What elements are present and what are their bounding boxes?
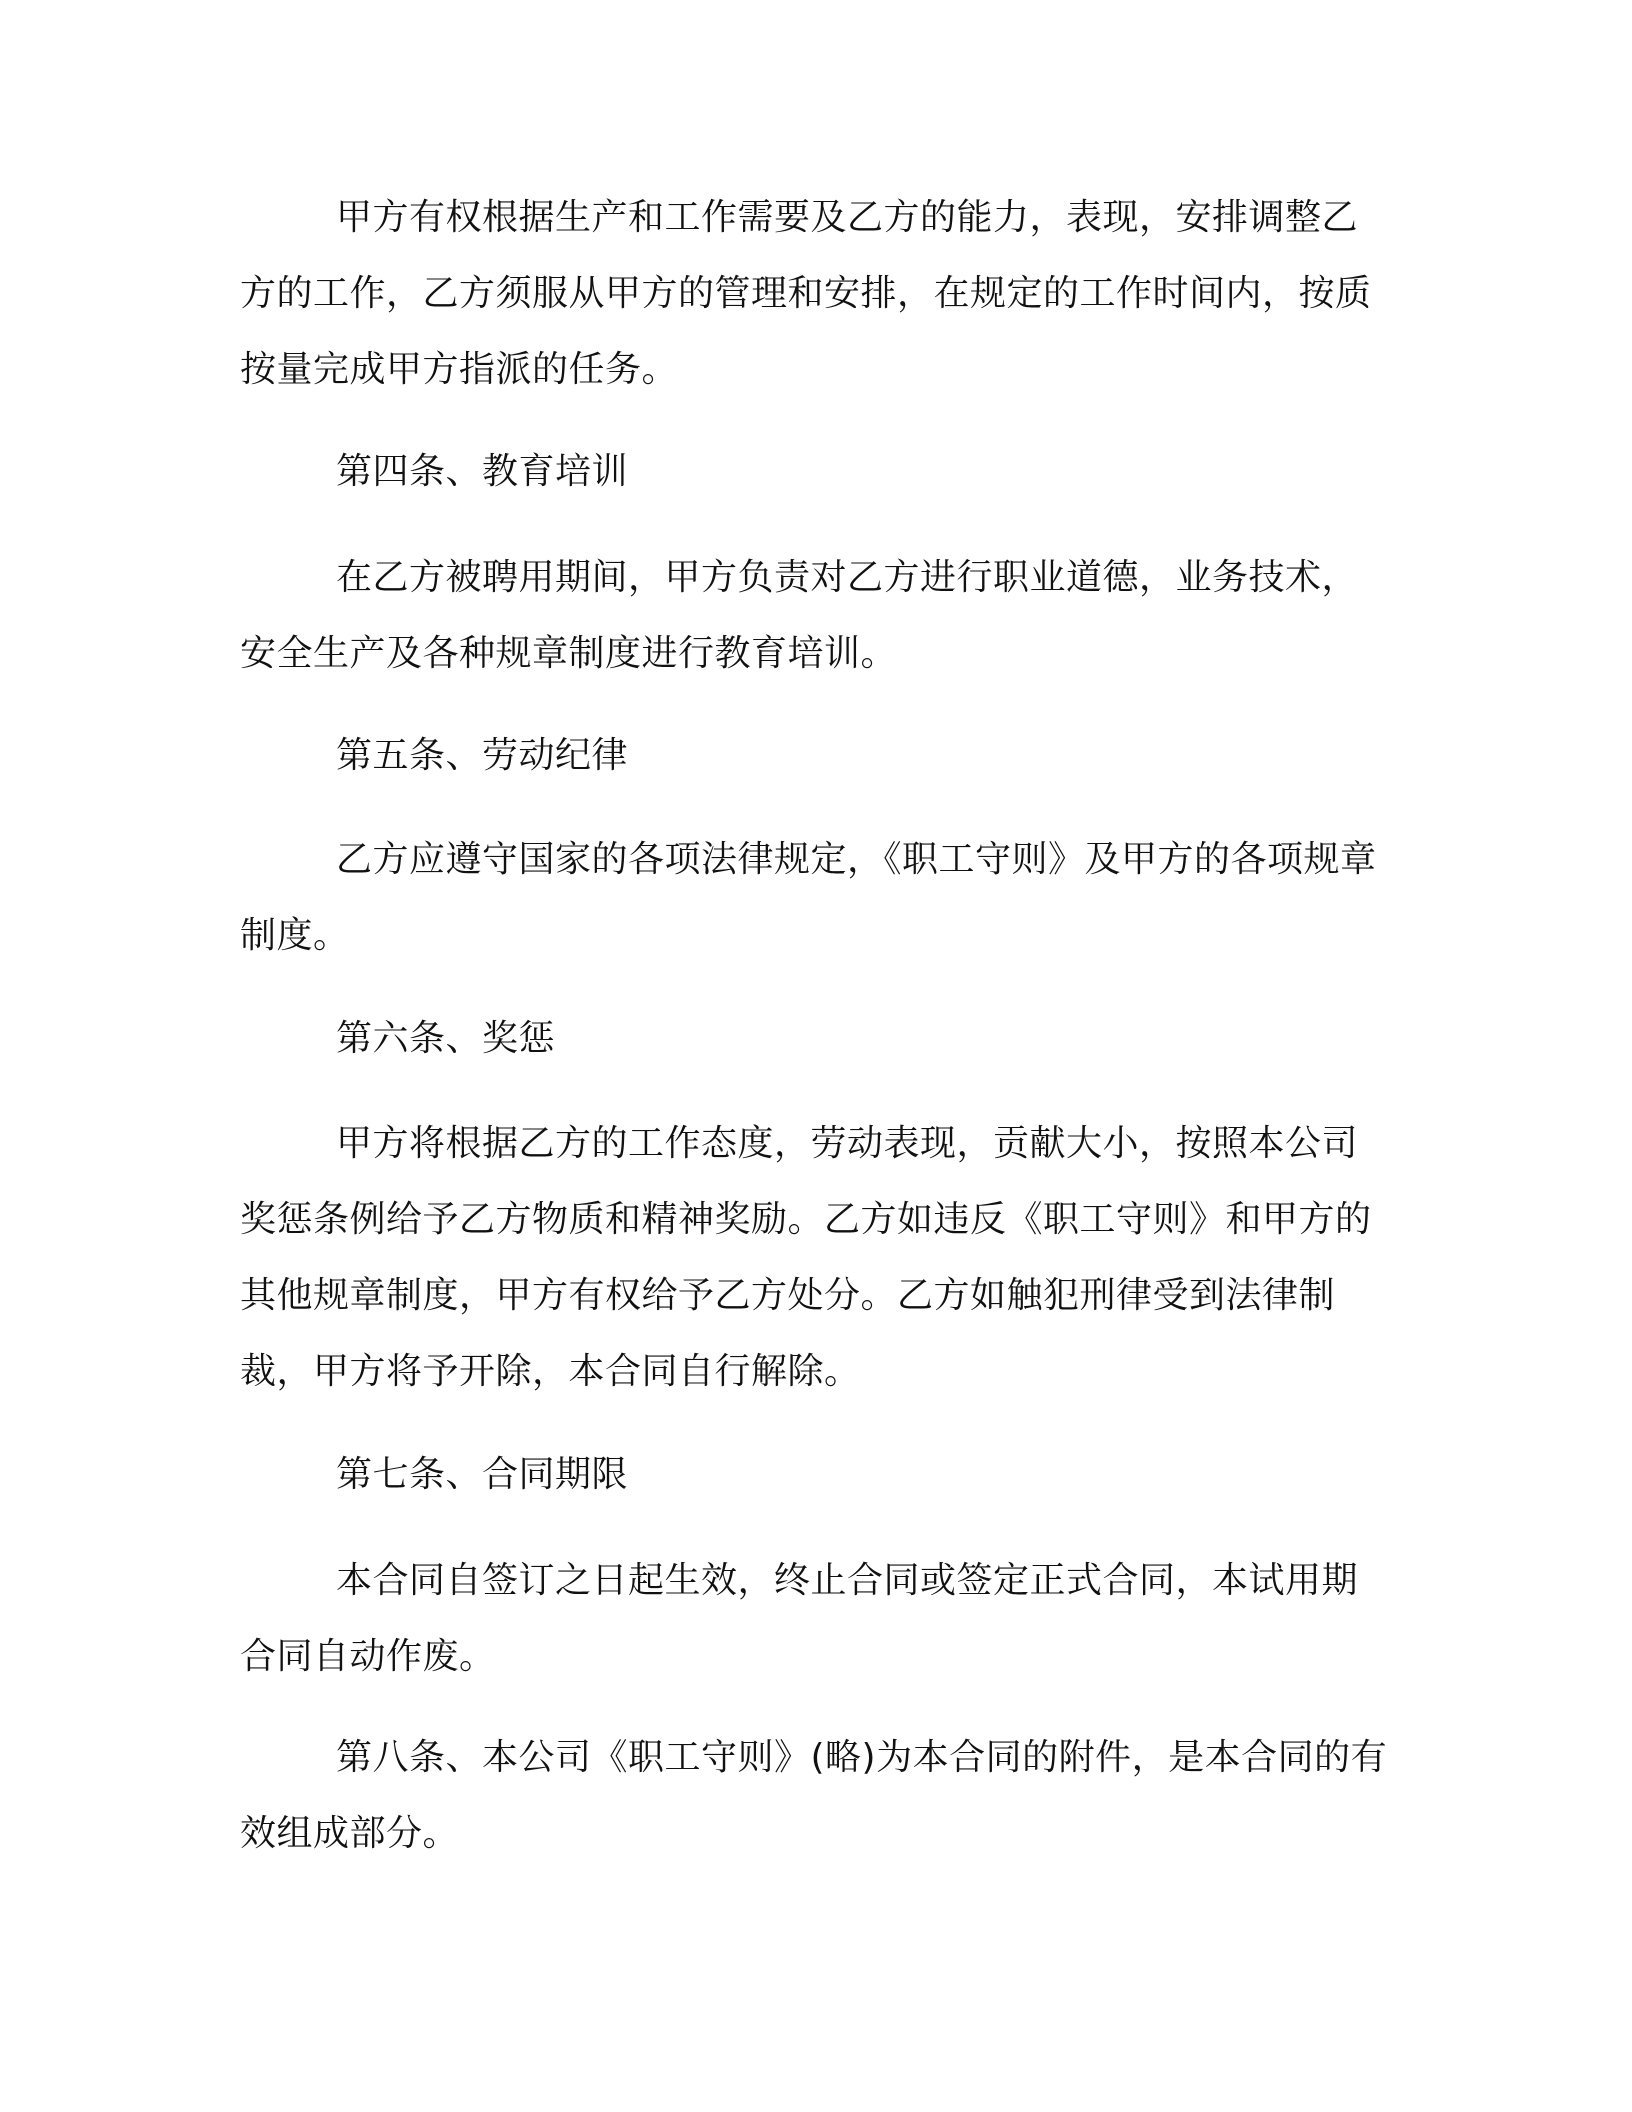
heading-article-6: 第六条、奖惩 bbox=[336, 1018, 556, 1059]
paragraph-rewards-penalties: 甲方将根据乙方的工作态度，劳动表现，贡献大小，按照本公司奖惩条例给予乙方物质和精神奖励。乙方如违反《职工守则》和甲方的其他规章制度，甲方有权给予乙方处分。乙方如触犯刑律受到法律制裁，甲方将予开除，本合同自行解除。 bbox=[240, 1123, 1372, 1392]
paragraph-training: 在乙方被聘用期间，甲方负责对乙方进行职业道德，业务技术，安全生产及各种规章制度进行教育培训。 bbox=[240, 557, 1359, 674]
paragraph-contract-term: 本合同自签订之日起生效，终止合同或签定正式合同，本试用期合同自动作废。 bbox=[240, 1560, 1359, 1677]
heading-article-4: 第四条、教育培训 bbox=[336, 451, 629, 492]
paragraph-article-8: 第八条、本公司《职工守则》(略)为本合同的附件，是本合同的有效组成部分。 bbox=[240, 1737, 1388, 1854]
heading-article-7: 第七条、合同期限 bbox=[336, 1454, 629, 1495]
paragraph-work-assignment: 甲方有权根据生产和工作需要及乙方的能力，表现，安排调整乙方的工作，乙方须服从甲方的管理和安排，在规定的工作时间内，按质按量完成甲方指派的任务。 bbox=[240, 197, 1372, 390]
paragraph-discipline: 乙方应遵守国家的各项法律规定，《职工守则》及甲方的各项规章制度。 bbox=[240, 839, 1377, 956]
heading-article-5: 第五条、劳动纪律 bbox=[336, 735, 629, 776]
